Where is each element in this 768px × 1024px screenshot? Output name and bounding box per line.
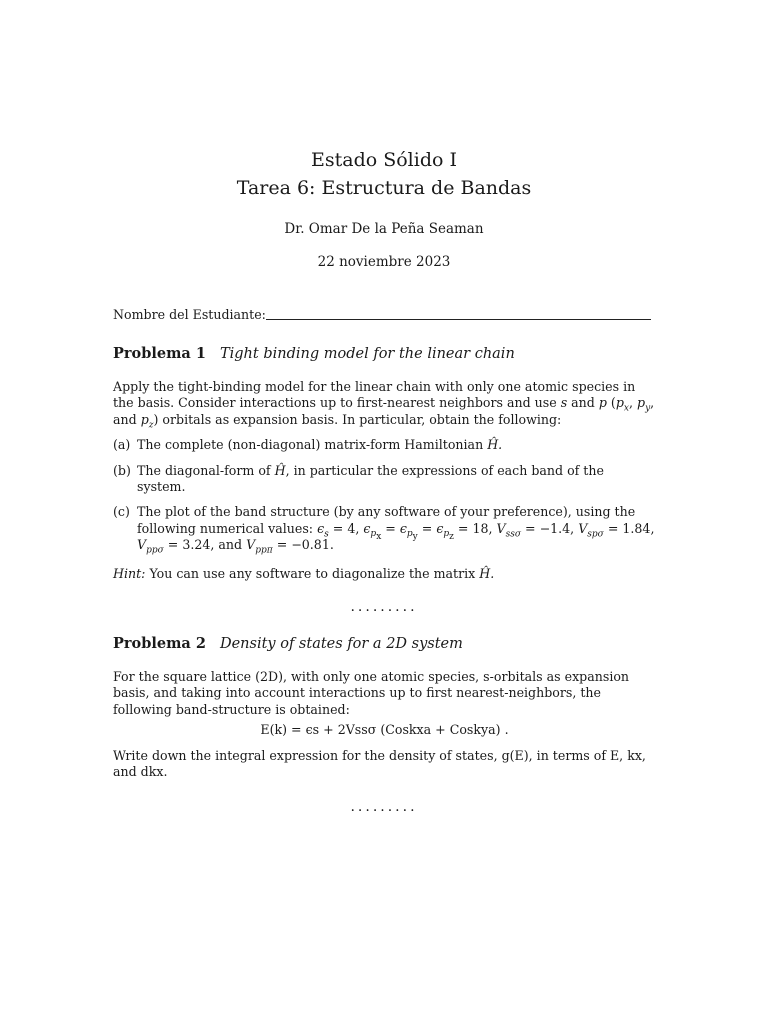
assignment-title: Tarea 6: Estructura de Bandas [236,177,532,199]
problem2-number: Problema 2 [113,635,206,652]
problem1-hint: Hint: You can use any software to diagonalize the matrix Ĥ. [113,565,495,581]
course-title: Estado Sólido I [311,149,457,171]
problem1-item-b: (b) The diagonal-form of Ĥ, in particular the expressions of each band of the system. [113,462,604,495]
student-name-label: Nombre del Estudiante: [113,307,266,322]
problem2-body [113,669,656,780]
date: 22 noviembre 2023 [317,254,451,270]
problem1-body [113,379,656,582]
problem1-intro: Apply the tight-binding model for the linear chain with only one atomic species in the basis. Consider interactions up to first-nearest neighbors and use s and p ($p_x$, $p_y$, and $p_z$) orbitals as expansion basis. In particular, obtain the following: [113,379,655,431]
problem2-heading [113,636,656,652]
problem2-title: Density of states for a 2D system [219,636,463,652]
problem2-text1: For the square lattice (2D), with only one atomic species, s-orbitals as expansion basis, and taking into account interactions up to first nearest-neighbors, the following band-structure is obtained: [113,669,630,717]
problem1-item-a: (a) The complete (non-diagonal) matrix-form Hamiltonian Ĥ. [113,437,503,453]
problem1-number: Problema 1 [113,345,206,362]
problem2-text2: Write down the integral expression for the density of states, g(E), in terms of E, kx, and dkx. [113,747,646,780]
problem1-title: Tight binding model for the linear chain [219,346,515,362]
student-name-line [266,319,651,320]
problem1-heading [113,346,656,362]
separator-2: ......... [350,799,418,815]
problem2-equation: E(k) = ϵs + 2Vssσ (Coskxa + Coskya) . [260,722,509,738]
author: Dr. Omar De la Peña Seaman [284,221,484,237]
separator-1: ......... [350,599,418,615]
problem1-item-c: (c) The plot of the band structure (by any software of your preference), using the following numerical values: $\epsilon_s = 4$, $\epsilon_{p_x} = \epsilon_{p_y} = \epsilon_{p_z} = 18$, $V_{ss\sigma} = -1.4$, $V_{sp\sigma} = 1.84$, $V_{pp\sigma} = 3.24$, and $V_{pp\pi} = -0.81$. [113,504,655,556]
